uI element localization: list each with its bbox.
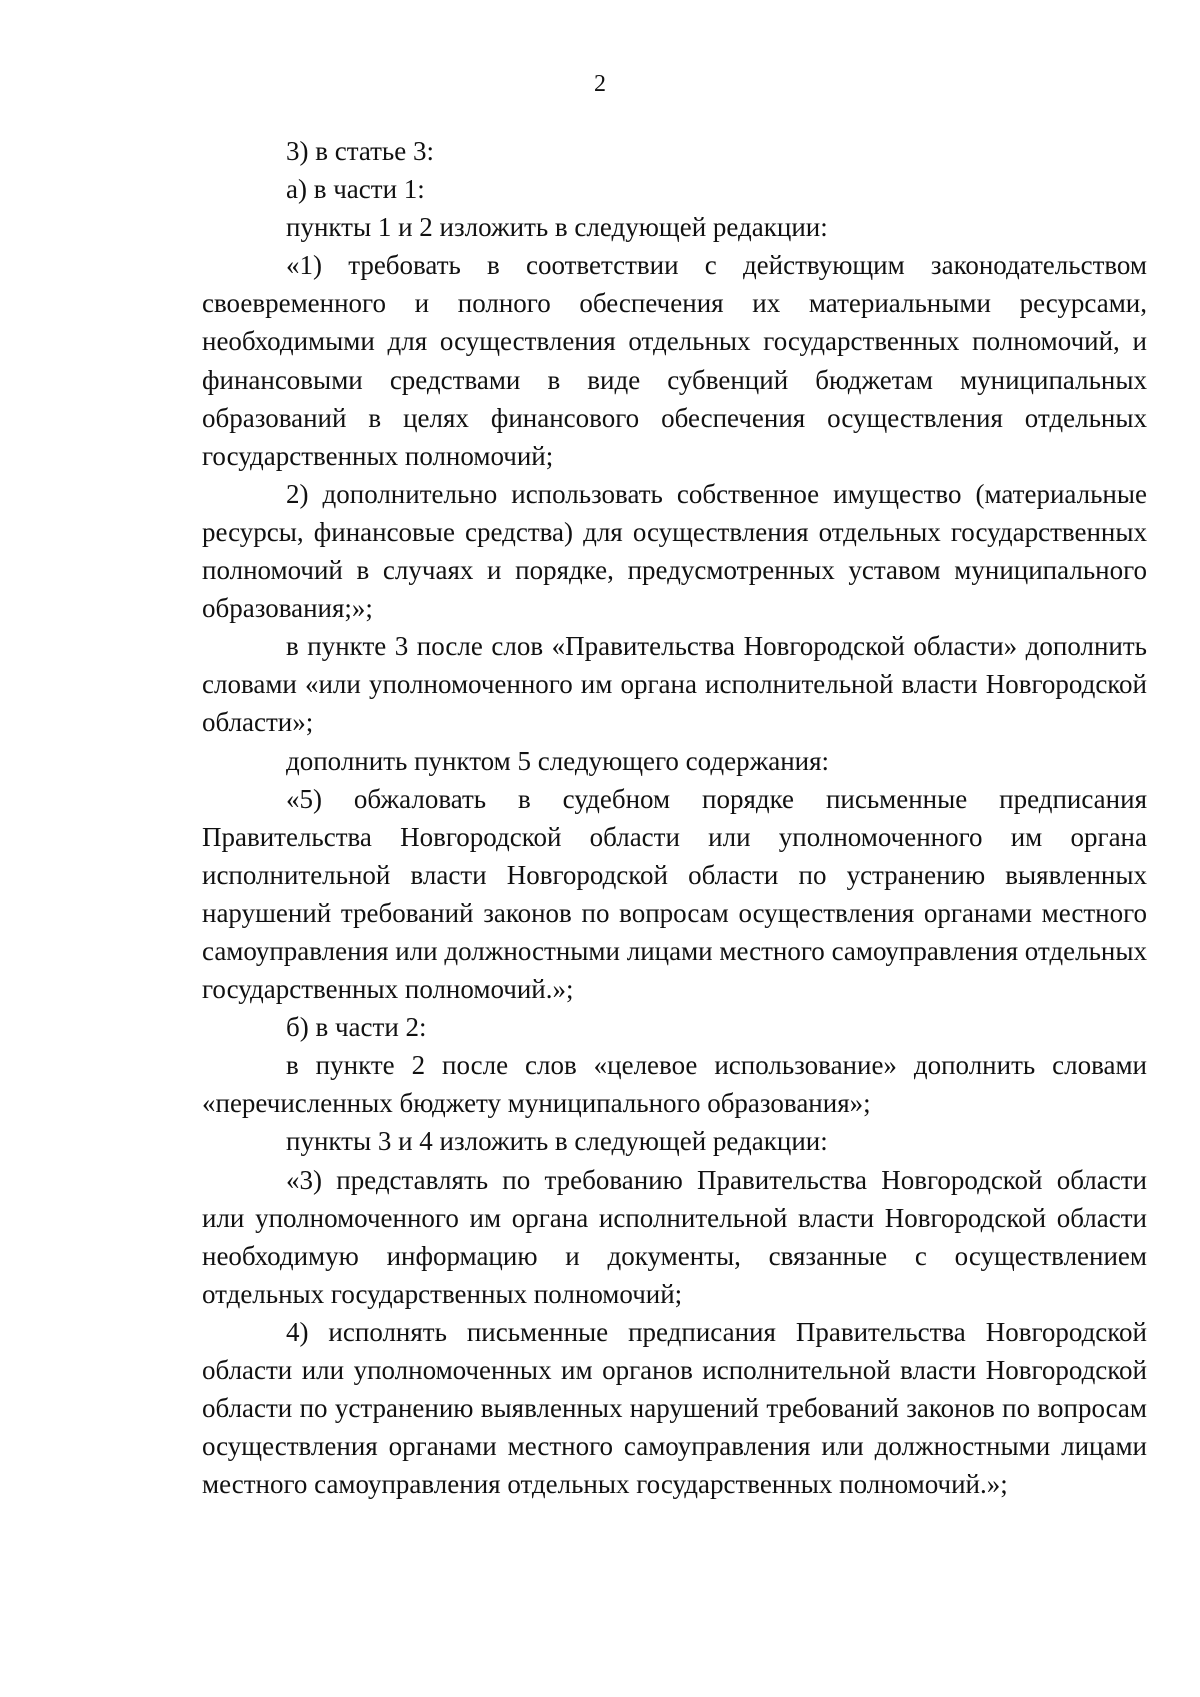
paragraph: пункты 1 и 2 изложить в следующей редакции: [286,212,828,243]
paragraph: 2) дополнительно использовать собственное имущество (материальные ресурсы, финансовые средства) для осуществления отдельных государственных полномочий в случаях и порядке, предусмотренных уставом муниципального образования;»; [202,478,1147,624]
paragraph: в пункте 3 после слов «Правительства Новгородской области» дополнить словами «или уполномоченного им органа исполнительной власти Новгородской области»; [202,631,1147,738]
document-body [202,132,1147,1503]
paragraph: «5) обжаловать в судебном порядке письменные предписания Правительства Новгородской области или уполномоченного им органа исполнительной власти Новгородской области по устранению выявленных нарушений требований законов по вопросам осуществления органами местного самоуправления или должностными лицами местного самоуправления отдельных государственных полномочий.»; [202,783,1147,1005]
paragraph: пункты 3 и 4 изложить в следующей редакции: [286,1126,828,1157]
paragraph: «3) представлять по требованию Правительства Новгородской области или уполномоченного им органа исполнительной власти Новгородской области необходимую информацию и документы, связанные с осуществлением отдельных государственных полномочий; [202,1164,1147,1309]
paragraph: б) в части 2: [286,1012,427,1043]
paragraph: а) в части 1: [286,174,425,205]
paragraph: «1) требовать в соответствии с действующим законодательством своевременного и полного обеспечения их материальными ресурсами, необходимыми для осуществления отдельных государственных полномочий, и финансовыми средствами в виде субвенций бюджетам муниципальных образований в целях финансового обеспечения осуществления отдельных государственных полномочий; [202,250,1147,471]
page-number: 2 [594,71,606,97]
paragraph: дополнить пунктом 5 следующего содержания: [286,745,830,776]
paragraph: 3) в статье 3: [286,136,434,166]
paragraph: 4) исполнять письменные предписания Правительства Новгородской области или уполномоченных им органов исполнительной власти Новгородской области по устранению выявленных нарушений требований законов по вопросам осуществления органами местного самоуправления или должностными лицами местного самоуправления отдельных государственных полномочий.»; [202,1316,1147,1500]
paragraph: в пункте 2 после слов «целевое использование» дополнить словами «перечисленных бюджету муниципального образования»; [202,1050,1147,1119]
